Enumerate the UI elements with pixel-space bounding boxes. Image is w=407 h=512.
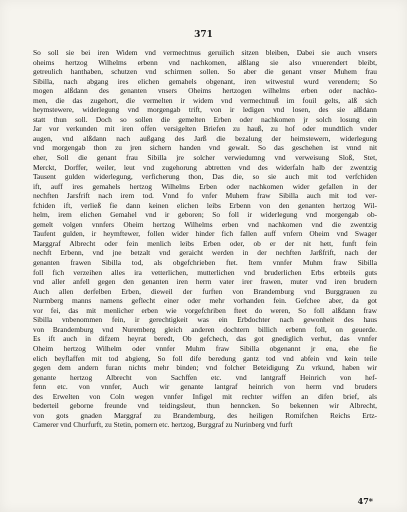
body-text — [33, 48, 377, 430]
text-line: mogen alßdann des genanten vnsers Oheims hertzogen wilhelms erben oder nachko- — [33, 86, 377, 96]
page-number: 371 — [194, 30, 213, 40]
text-line: genanten frawen Sibilla tod, als obgefchrieben ftet. Item vnnfer Muhm fraw Sibilla — [33, 258, 377, 268]
text-line: Camerer vnd Churfurft, zu Stetin, pomern etc. hertzog, Burggraf zu Nurinberg vnd furft — [33, 420, 293, 430]
text-line: bederteil geborne freunde vnd teidingsleut, thun henncken. So bekennen wir Albrecht, — [33, 401, 377, 411]
text-line: Merckt, Dorffer, weiler, leut vnd zugehorung abtretten vnd des widerfaln halb der zwentzig — [33, 162, 377, 172]
text-line: fchiden ift, verließ fie dann keinen elichen leibs Erbenn von den genanten hertzog Wil- — [33, 200, 377, 210]
text-line: Es ift auch in difzem heyrat beredt, Ob gefchech, das got gnediglich verhut, das vnnfer — [33, 334, 377, 344]
text-line: Oheim hertzog Wilhelm oder vnnfer Muhm fraw Sibilla obgenannt jr ena, ehe fie — [33, 343, 377, 353]
text-line: Taufent gulden, ir heymftewer, follen wider hinder fich fallen auff vnfern Oheim vnd Swager — [33, 229, 377, 239]
text-line: Sibilla, nach abgang ires elichen gemahels obgenant, iren witwestul wurd verendern; So — [33, 76, 377, 86]
text-line: genante hertzog Albrecht von Sachffen etc. vnd lantgraff Heinrich von hef- — [33, 372, 377, 382]
text-line: helm, irem elichen Gemahel vnd ir geboren; So foll ir widerlegung vnd morgengab ob- — [33, 210, 377, 220]
text-line: eher, Soll die genant frau Sibilla jre solcher verwiedumng vnd verweisung Sloß, Stet, — [33, 153, 377, 163]
text-line: heymstewere, widerlegung vnd morgengab trift, von ir ledigen vnd losen, des sie alßdann — [33, 105, 377, 115]
text-line: Jar vor verkunden mit iren offen versigelten Briefen zu hauß, zu hof oder mundtlich vnder — [33, 124, 377, 134]
text-line: Marggraf Albrecht oder fein menlich leibs Erben oder, ob er der nit hett, funft fein — [33, 238, 377, 248]
text-line: Tausent gulden widerlegung, verficherung thon, Das die, so sie auch mit tod verfchiden — [33, 172, 377, 182]
text-line: men, die das zugehort, die vermelten ir widem vnd vermechtnuß im fouil gelts, alß sich — [33, 95, 377, 105]
text-line: vor fei, das mit menlicher erben wie vorgefchriben fteet do weren, So foll alßdann fraw — [33, 305, 377, 315]
text-line: getreulich hanthaben, schutzen vnd schirmen sollen. So aber die genant vnser Muhem frau — [33, 67, 377, 77]
text-line: vnd aller anfell gegen den genanten iren herrn vater irer frawen, muter vnd iren brudern — [33, 277, 377, 287]
signature-mark: 47* — [357, 496, 373, 506]
text-line: von gots gnaden Marggraf zu Brandemburg, des heiligen Romifchen Reichs Ertz- — [33, 410, 377, 420]
text-line: Nurmberg manns namens geflecht einer oder mehr vorhanden fein. Gefchee aber, da got — [33, 296, 377, 306]
text-line: vnd morgengab thon zu jren sichern handen vnd gewalt. So das geschehen ist vnnd nit — [33, 143, 377, 153]
text-line: nechft Erbenn, vnd jne betzalt vnd geraicht werden in der nechften Jarßfrift, nach der — [33, 248, 377, 258]
text-line: elich beyflaffen mit tod abgieng, So foll dife beredung gantz tod vnd abfein vnd kein teile — [33, 353, 377, 363]
text-line: des Erwelten von Coln wegen vnnfer Infigel mit rechter wiffen an difen brief, als — [33, 391, 377, 401]
text-line: nechften Jarsfrift nach irem tod. Vnnd fo vnfer Muhem fraw Sibilla auch mit tod ver- — [33, 191, 377, 201]
text-line: gemelt volgen vnnfers Oheim hertzog Wilhelms erben vnd nachkomen vnd die zwentzig — [33, 219, 377, 229]
text-line: augen, vnd alßdann nach außgang des Jarß die bezalung der heimstewern, widerlegung — [33, 133, 377, 143]
text-line: ift, auff ires gemahels hertzog Wilhelms Erben oder nachkomen wider gefallen in der — [33, 181, 377, 191]
text-line: fenn etc. von vnnfer, Auch wir genante lantgraf heinrich von herrn vnd bruders — [33, 382, 377, 392]
text-line: So soll sie bei iren Widem vnd vermechtnus geruilich sitzen bleiben, Dabei sie auch vnsers — [33, 48, 377, 57]
text-line: statt thun soll. Doch so sollen die gemelten Erben oder nachkomen jr solch losung ein — [33, 114, 377, 124]
text-line: gegen dem andern furan nichts mehr binden; vnd folcher Beteidigung Zu vrkund, haben wir — [33, 363, 377, 373]
text-line: foll fich verzeihen alles ira vetterlichen, mutterlichen vnd bruderlichen Erbs erbteils guts — [33, 267, 377, 277]
text-line: Sibilla vnbenommen fein, ir gerechtigkeit was ein Erbdochter nach gewonheit des haus — [33, 315, 377, 325]
text-line: Auch allen derfelben Erben, dieweil der furften von Brandemburg vnd Burggrauen zu — [33, 286, 377, 296]
text-line: oheims hertzog Wilhelms erbenn vnd nachkomen, alßlang sie also vnuerendert bleibt, — [33, 57, 377, 67]
text-line: von Brandemburg vnd Nuremberg gleich anderen dochtern billich erbenn foll, on geuerde. — [33, 324, 377, 334]
